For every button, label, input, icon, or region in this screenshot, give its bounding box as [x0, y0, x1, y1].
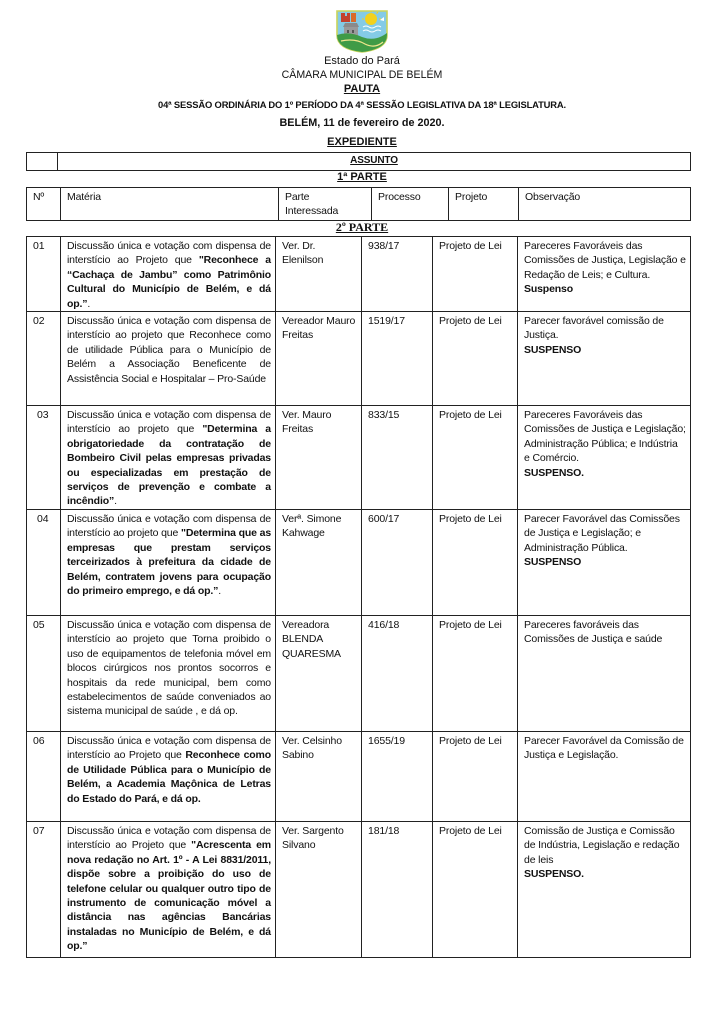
item-number: 06: [27, 732, 61, 822]
status-badge: SUSPENSO: [524, 343, 582, 356]
item-processo: 600/17: [362, 510, 433, 616]
item-observacao: [518, 312, 691, 406]
assunto-row: [27, 153, 691, 171]
item-materia: [61, 406, 276, 510]
session-title: 04ª SESSÃO ORDINÁRIA DO 1º PERÍODO DA 4ª SESSÃO LEGISLATIVA DA 18ª LEGISLATURA.: [158, 99, 566, 110]
item-materia: [61, 732, 276, 822]
institution-name: CÂMARA MUNICIPAL DE BELÉM: [281, 69, 443, 81]
observacao-text: Comissão de Justiça e Comissão de Indústria, Legislação e redação de leis: [524, 825, 680, 866]
materia-text: Discussão única e votação com dispensa de interstício ao Projeto que: [67, 735, 271, 762]
materia-tail: .: [114, 495, 117, 508]
parte1-title: 1ª PARTE: [337, 171, 387, 183]
item-materia: [61, 312, 276, 406]
item-parte-interessada: Ver. Celsinho Sabino: [276, 732, 362, 822]
assunto-label: ASSUNTO: [58, 153, 691, 171]
item-number: 02: [27, 312, 61, 406]
item-parte-interessada: Vereadora BLENDA QUARESMA: [276, 616, 362, 732]
item-projeto: Projeto de Lei: [433, 237, 518, 312]
materia-bold-text: "Acrescenta em nova redação no Art. 1º - A Lei 8831/2011, dispõe sobre a proibição do uso de telefone celular ou qualquer outro tipo de instrumento de comunicação móvel a distância nas agências Bancárias instaladas no Município de Belém, e dá op.”: [67, 839, 271, 953]
item-parte-interessada: Verª. Simone Kahwage: [276, 510, 362, 616]
item-number: 05: [27, 616, 61, 732]
item-parte-interessada: Ver. Dr. Elenilson: [276, 237, 362, 312]
materia-text: Discussão única e votação com dispensa de interstício ao projeto que Torna proibido o uso de equipamentos de telefonia móvel em blocos cirúrgicos nos prontos socorros e hospitais da rede municipal, bem como estabelecimentos de saúde conveniados ao sistema municipal de saúde , e dá op.: [67, 619, 271, 718]
item-observacao: [518, 237, 691, 312]
status-badge: SUSPENSO: [524, 556, 582, 569]
materia-tail: .: [87, 297, 91, 310]
item-processo: 938/17: [362, 237, 433, 312]
materia-text: Discussão única e votação com dispensa de interstício ao Projeto que: [67, 240, 271, 267]
status-badge: Suspenso: [524, 283, 573, 296]
materia-bold-text: "Reconhece a “Cachaça de Jambu” como Patrimônio Cultural do Município de Belém, e dá op.”: [67, 254, 271, 310]
materia-bold-text: "Determina a obrigatoriedade da contratação de Bombeiro Civil pelas empresas privadas ou especializadas em prestação de serviços de prevenção e combate a incêndio”: [67, 423, 271, 508]
item-parte-interessada: Ver. Sargento Silvano: [276, 822, 362, 958]
status-badge: SUSPENSO.: [524, 466, 584, 479]
item-parte-interessada: Vereador Mauro Freitas: [276, 312, 362, 406]
item-number: 01: [27, 237, 61, 312]
item-projeto: Projeto de Lei: [433, 822, 518, 958]
state-name: Estado do Pará: [324, 55, 400, 67]
materia-bold-text: "Determina que as empresas que prestam serviços terceirizados à prefeitura da cidade de Belém, contratem jovens para ocupação do primeiro emprego, e dá op.”: [67, 527, 272, 598]
item-materia: [61, 510, 276, 616]
item-projeto: Projeto de Lei: [433, 406, 518, 510]
table-row: [27, 406, 691, 510]
item-projeto: Projeto de Lei: [433, 312, 518, 406]
item-observacao: [518, 822, 691, 958]
item-processo: 833/15: [362, 406, 433, 510]
item-processo: 181/18: [362, 822, 433, 958]
table-row: [27, 732, 691, 822]
observacao-text: Pareceres Favoráveis das Comissões de Justiça e Legislação; Administração Pública; e Indústria e Comércio.: [524, 409, 686, 465]
materia-text: Discussão única e votação com dispensa de interstício ao Projeto que: [67, 825, 271, 852]
document-type-title: PAUTA: [343, 83, 381, 95]
item-materia: [61, 822, 276, 958]
observacao-text: Parecer favorável comissão de Justiça.: [524, 315, 664, 342]
column-header-observacao: Observação: [519, 188, 691, 221]
item-projeto: Projeto de Lei: [433, 732, 518, 822]
item-observacao: [518, 732, 691, 822]
assunto-table: [26, 152, 691, 171]
observacao-text: Pareceres favoráveis das Comissões de Justiça e saúde: [524, 619, 663, 646]
item-parte-interessada: Ver. Mauro Freitas: [276, 406, 362, 510]
item-projeto: Projeto de Lei: [433, 510, 518, 616]
table-row: [27, 822, 691, 958]
column-header-projeto: Projeto: [449, 188, 519, 221]
column-header-row: [27, 188, 691, 221]
item-projeto: Projeto de Lei: [433, 616, 518, 732]
item-number: 04: [27, 510, 61, 616]
parte2-title: 2º PARTE: [335, 220, 389, 234]
table-row: [27, 312, 691, 406]
item-number: 07: [27, 822, 61, 958]
item-observacao: [518, 510, 691, 616]
item-materia: [61, 616, 276, 732]
item-processo: 416/18: [362, 616, 433, 732]
coat-of-arms-icon: [335, 9, 389, 53]
date-line: BELÉM, 11 de fevereiro de 2020.: [279, 117, 445, 129]
observacao-text: Pareceres Favoráveis das Comissões de Justiça, Legislação e Redação de Leis; e Cultura.: [524, 240, 686, 281]
column-header-number: Nº: [27, 188, 61, 221]
column-header-parte-interessada: [279, 188, 372, 221]
materia-bold-text: Reconhece como de Utilidade Pública para o Município de Belém, a Academia Maçônica de Letras do Estado do Pará, e dá op.: [67, 749, 271, 805]
item-processo: 1519/17: [362, 312, 433, 406]
item-observacao: [518, 406, 691, 510]
materia-text: Discussão única e votação com dispensa de interstício ao projeto que: [67, 513, 271, 540]
materia-text: Discussão única e votação com dispensa de interstício ao projeto que Reconhece como de utilidade Pública para o Município de Belém a Associação Beneficente de Assistência Social e Hospitalar – Pro-Saúde: [67, 315, 271, 385]
item-processo: 1655/19: [362, 732, 433, 822]
observacao-text: Parecer Favorável das Comissões de Justiça e Legislação; e Administração Pública.: [524, 513, 680, 554]
column-header-processo: Processo: [372, 188, 449, 221]
column-header-parte-label: Parte Interessada: [285, 191, 339, 218]
section-title-expediente: EXPEDIENTE: [327, 136, 397, 148]
item-number: 03: [27, 406, 61, 510]
table-row: [27, 616, 691, 732]
status-badge: SUSPENSO.: [524, 868, 584, 881]
materia-text: Discussão única e votação com dispensa de interstício ao projeto que: [67, 409, 271, 436]
materia-tail: .: [218, 585, 222, 598]
table-row: [27, 510, 691, 616]
table-row: [27, 237, 691, 312]
agenda-table: [26, 236, 691, 958]
item-materia: [61, 237, 276, 312]
observacao-text: Parecer Favorável da Comissão de Justiça e Legislação.: [524, 735, 684, 762]
column-header-materia: Matéria: [61, 188, 279, 221]
column-header-table: [26, 187, 691, 221]
item-observacao: [518, 616, 691, 732]
assunto-empty-cell: [27, 153, 58, 171]
